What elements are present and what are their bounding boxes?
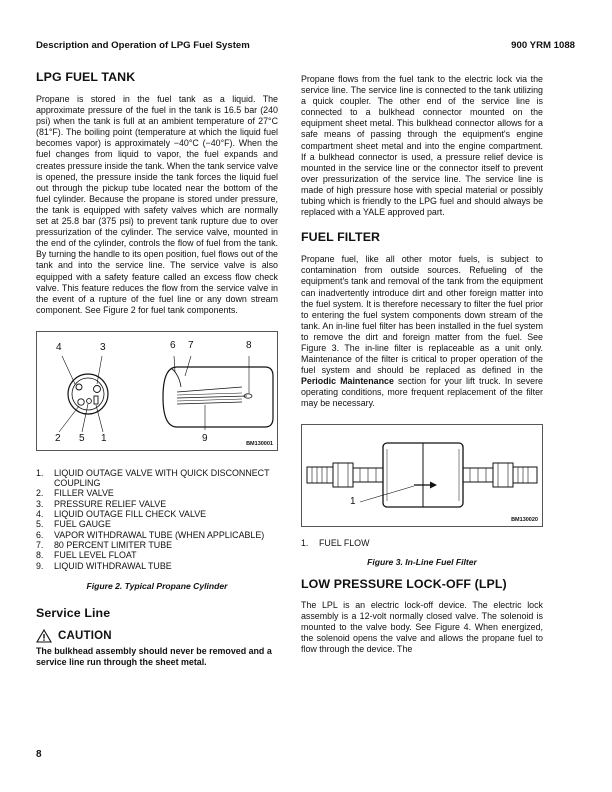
callout-7: 7	[188, 339, 194, 351]
legend-item: 1. FUEL FLOW	[301, 537, 370, 548]
figure-3-caption: Figure 3. In-Line Fuel Filter	[367, 556, 477, 567]
vapor-withdrawal-tube	[177, 387, 242, 392]
cylinder-end-view	[68, 374, 108, 414]
caution-text: The bulkhead assembly should never be removed and a service line run through the sheet metal.	[36, 645, 272, 668]
callout-9: 9	[202, 432, 208, 444]
right-column	[301, 70, 543, 655]
section-heading-fuel-filter: FUEL FILTER	[301, 230, 381, 245]
callout-5: 5	[79, 432, 85, 444]
legend-item: 8. FUEL LEVEL FLOAT	[36, 550, 137, 561]
caution-banner	[36, 629, 278, 643]
section-heading-lpg-fuel-tank: LPG FUEL TANK	[36, 70, 136, 84]
liquid-withdrawal-tube	[177, 402, 242, 404]
legend-item: 7. 80 PERCENT LIMITER TUBE	[36, 539, 173, 550]
legend-item: 5. FUEL GAUGE	[36, 519, 111, 530]
limiter-tube	[177, 396, 247, 398]
periodic-maintenance-reference: Periodic Maintenance	[301, 376, 394, 387]
callout-4: 4	[56, 341, 62, 353]
running-header-title: Description and Operation of LPG Fuel System	[36, 40, 250, 51]
legend-item: 9. LIQUID WITHDRAWAL TUBE	[36, 560, 172, 571]
outage-valve-symbol	[94, 396, 98, 404]
service-line-paragraph: Propane flows from the fuel tank to the electric lock via the service line. The service line is connected to the tank utilizing a quick coupler. The other end of the service line is connected to a bulkhead connector mounted on the equipment sheet metal. This bulkhead connector allows for a safe means of passing through the equipment's engine compartment sheet metal and into the engine compartment. If a bulkhead connector is used, a pressure relief device is mounted in the service line or the connector itself to prevent over pressurization of the service line. The service line is made of high pressure hose with special material or possibly tubing which is friendly to the LPG fuel and should always be replaced with a YALE approved part.	[301, 74, 543, 218]
callout-2: 2	[55, 432, 61, 444]
figure-3-legend	[301, 538, 543, 548]
callout-1: 1	[350, 495, 356, 507]
callout-3: 3	[100, 341, 106, 353]
legend-item: 1. LIQUID OUTAGE VALVE WITH QUICK DISCONNECT COUPLING	[36, 467, 270, 489]
section-heading-lpl: LOW PRESSURE LOCK-OFF (LPL)	[301, 576, 507, 591]
filler-valve-symbol	[78, 399, 84, 405]
propane-cylinder-drawing	[37, 332, 277, 450]
legend-item: 3. PRESSURE RELIEF VALVE	[36, 498, 167, 509]
figure-2-illustration	[36, 331, 278, 451]
left-column	[36, 70, 278, 668]
fuel-filter-paragraph: Propane fuel, like all other motor fuels, is subject to contamination from outside sources. Refueling of the equipment's tank and removal of the tank from the equipment can inadvertently introduce dirt and other foreign matter into the fuel system. It is therefore necessary to filter the fuel prior to entering the fuel system components down stream of the tank. An in-line fuel filter has been installed in the fuel system to remove the dirt and foreign matter from the fuel. See Figure 3. The in-line filter is replaceable as a unit only. Maintenance of the filter is critical to proper operation of the fuel system and should be replaced as defined in the Periodic Maintenance section for your lift truck. In severe operating conditions, more frequent replacement of the filter may be necessary.	[301, 254, 543, 409]
fill-check-valve-symbol	[76, 384, 82, 390]
lpl-paragraph: The LPL is an electric lock-off device. The electric lock assembly is a 12-volt normally closed valve. The solenoid is mounted to the valve body. See Figure 4. When energized, the solenoid opens the valve and allows the propane fuel to flow through the device. The	[301, 599, 543, 655]
section-heading-service-line: Service Line	[36, 605, 111, 620]
callout-8: 8	[246, 339, 252, 351]
legend-item: 6. VAPOR WITHDRAWAL TUBE (WHEN APPLICABLE)	[36, 529, 265, 540]
caution-label: CAUTION	[58, 629, 112, 642]
relief-valve-symbol	[94, 385, 101, 392]
legend-item: 2. FILLER VALVE	[36, 488, 114, 499]
figure-3-tag: BM130020	[511, 516, 538, 523]
legend-item: 4. LIQUID OUTAGE FILL CHECK VALVE	[36, 509, 207, 520]
figure-3-illustration	[301, 424, 543, 527]
figure-2-caption: Figure 2. Typical Propane Cylinder	[86, 580, 228, 591]
figure-2-legend	[36, 468, 278, 571]
warning-triangle-icon	[36, 629, 52, 643]
figure-2-tag: BM130001	[246, 440, 273, 447]
fuel-gauge-symbol	[87, 398, 92, 403]
lpg-fuel-tank-paragraph: Propane is stored in the fuel tank as a liquid. The approximate pressure of the fuel in the tank is 16.5 bar (240 psi) when the tank is full at an ambient temperature of 27°C (81°F). The boiling point (temperature at which the liquid fuel becomes vapor) is approximately −40°C (−40°F). When the fuel changes from liquid to vapor, the fuel expands and creates pressure inside the tank. When the tank service valve is opened, the pressure inside the tank forces the liquid fuel out through the pickup tube located near the bottom of the fuel cylinder. Because the propane is stored under pressure, the tank is equipped with safety valves which are normally set at 25.8 bar (375 psi) to prevent tank rupture due to over pressurization of the cylinder. The service valve, mounted in the end of the cylinder, controls the flow of fuel from the tank. By turning the handle to its open position, fuel flows out of the tank and into the service line. The service valve is also equipped with a safety feature called an excess flow check valve. This feature reduces the flow from the service valve in the event of a rupture of the fuel line or any down stream component. See Figure 2 for fuel tank components.	[36, 94, 278, 315]
inline-fuel-filter-drawing	[302, 425, 542, 526]
running-header-doc-number: 900 YRM 1088	[511, 40, 575, 51]
callout-1: 1	[101, 432, 107, 444]
callout-6: 6	[170, 339, 176, 351]
page-number: 8	[36, 749, 42, 760]
